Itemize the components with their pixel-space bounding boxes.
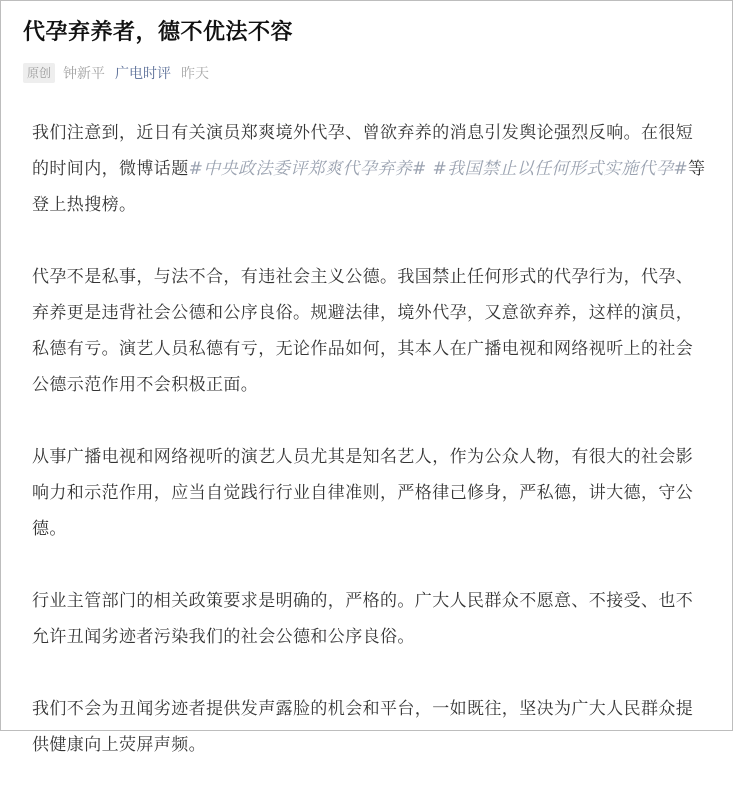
paragraph-1-text-before: 我们注意到，近日有关演员郑爽境外代孕、曾欲弃养的消息引发舆论强烈反响。在很短的时间内，微博话题: [32, 123, 694, 179]
account-link[interactable]: 广电时评: [115, 66, 172, 82]
article-title: 代孕弃养者，德不优法不容: [23, 20, 294, 45]
author-name: 钟新平: [63, 66, 106, 82]
paragraph-1-text-after: 等登上热搜榜。: [32, 159, 706, 215]
paragraph-5: 我们不会为丑闻劣迹者提供发声露脸的机会和平台，一如既往，坚决为广大人民群众提供健康向上荧屏声频。: [32, 699, 694, 755]
hashtag-link-1[interactable]: #中央政法委评郑爽代孕弃养#: [188, 159, 427, 179]
paragraph-4: 行业主管部门的相关政策要求是明确的，严格的。广大人民群众不愿意、不接受、也不允许丑闻劣迹者污染我们的社会公德和公序良俗。: [32, 591, 694, 647]
paragraph-3: 从事广播电视和网络视听的演艺人员尤其是知名艺人，作为公众人物，有很大的社会影响力和示范作用，应当自觉践行行业自律准则，严格律己修身，严私德，讲大德，守公德。: [32, 447, 694, 539]
original-badge: 原创: [23, 63, 55, 83]
article-meta: [23, 61, 209, 85]
paragraph-1: [32, 115, 708, 223]
article-body: [32, 115, 708, 799]
publish-time: 昨天: [181, 66, 210, 82]
hashtag-link-2[interactable]: #我国禁止以任何形式实施代孕#: [432, 159, 689, 179]
paragraph-2: 代孕不是私事，与法不合，有违社会主义公德。我国禁止任何形式的代孕行为，代孕、弃养更是违背社会公德和公序良俗。规避法律，境外代孕，又意欲弃养，这样的演员，私德有亏。演艺人员私德有亏，无论作品如何，其本人在广播电视和网络视听上的社会公德示范作用不会积极正面。: [32, 267, 694, 395]
